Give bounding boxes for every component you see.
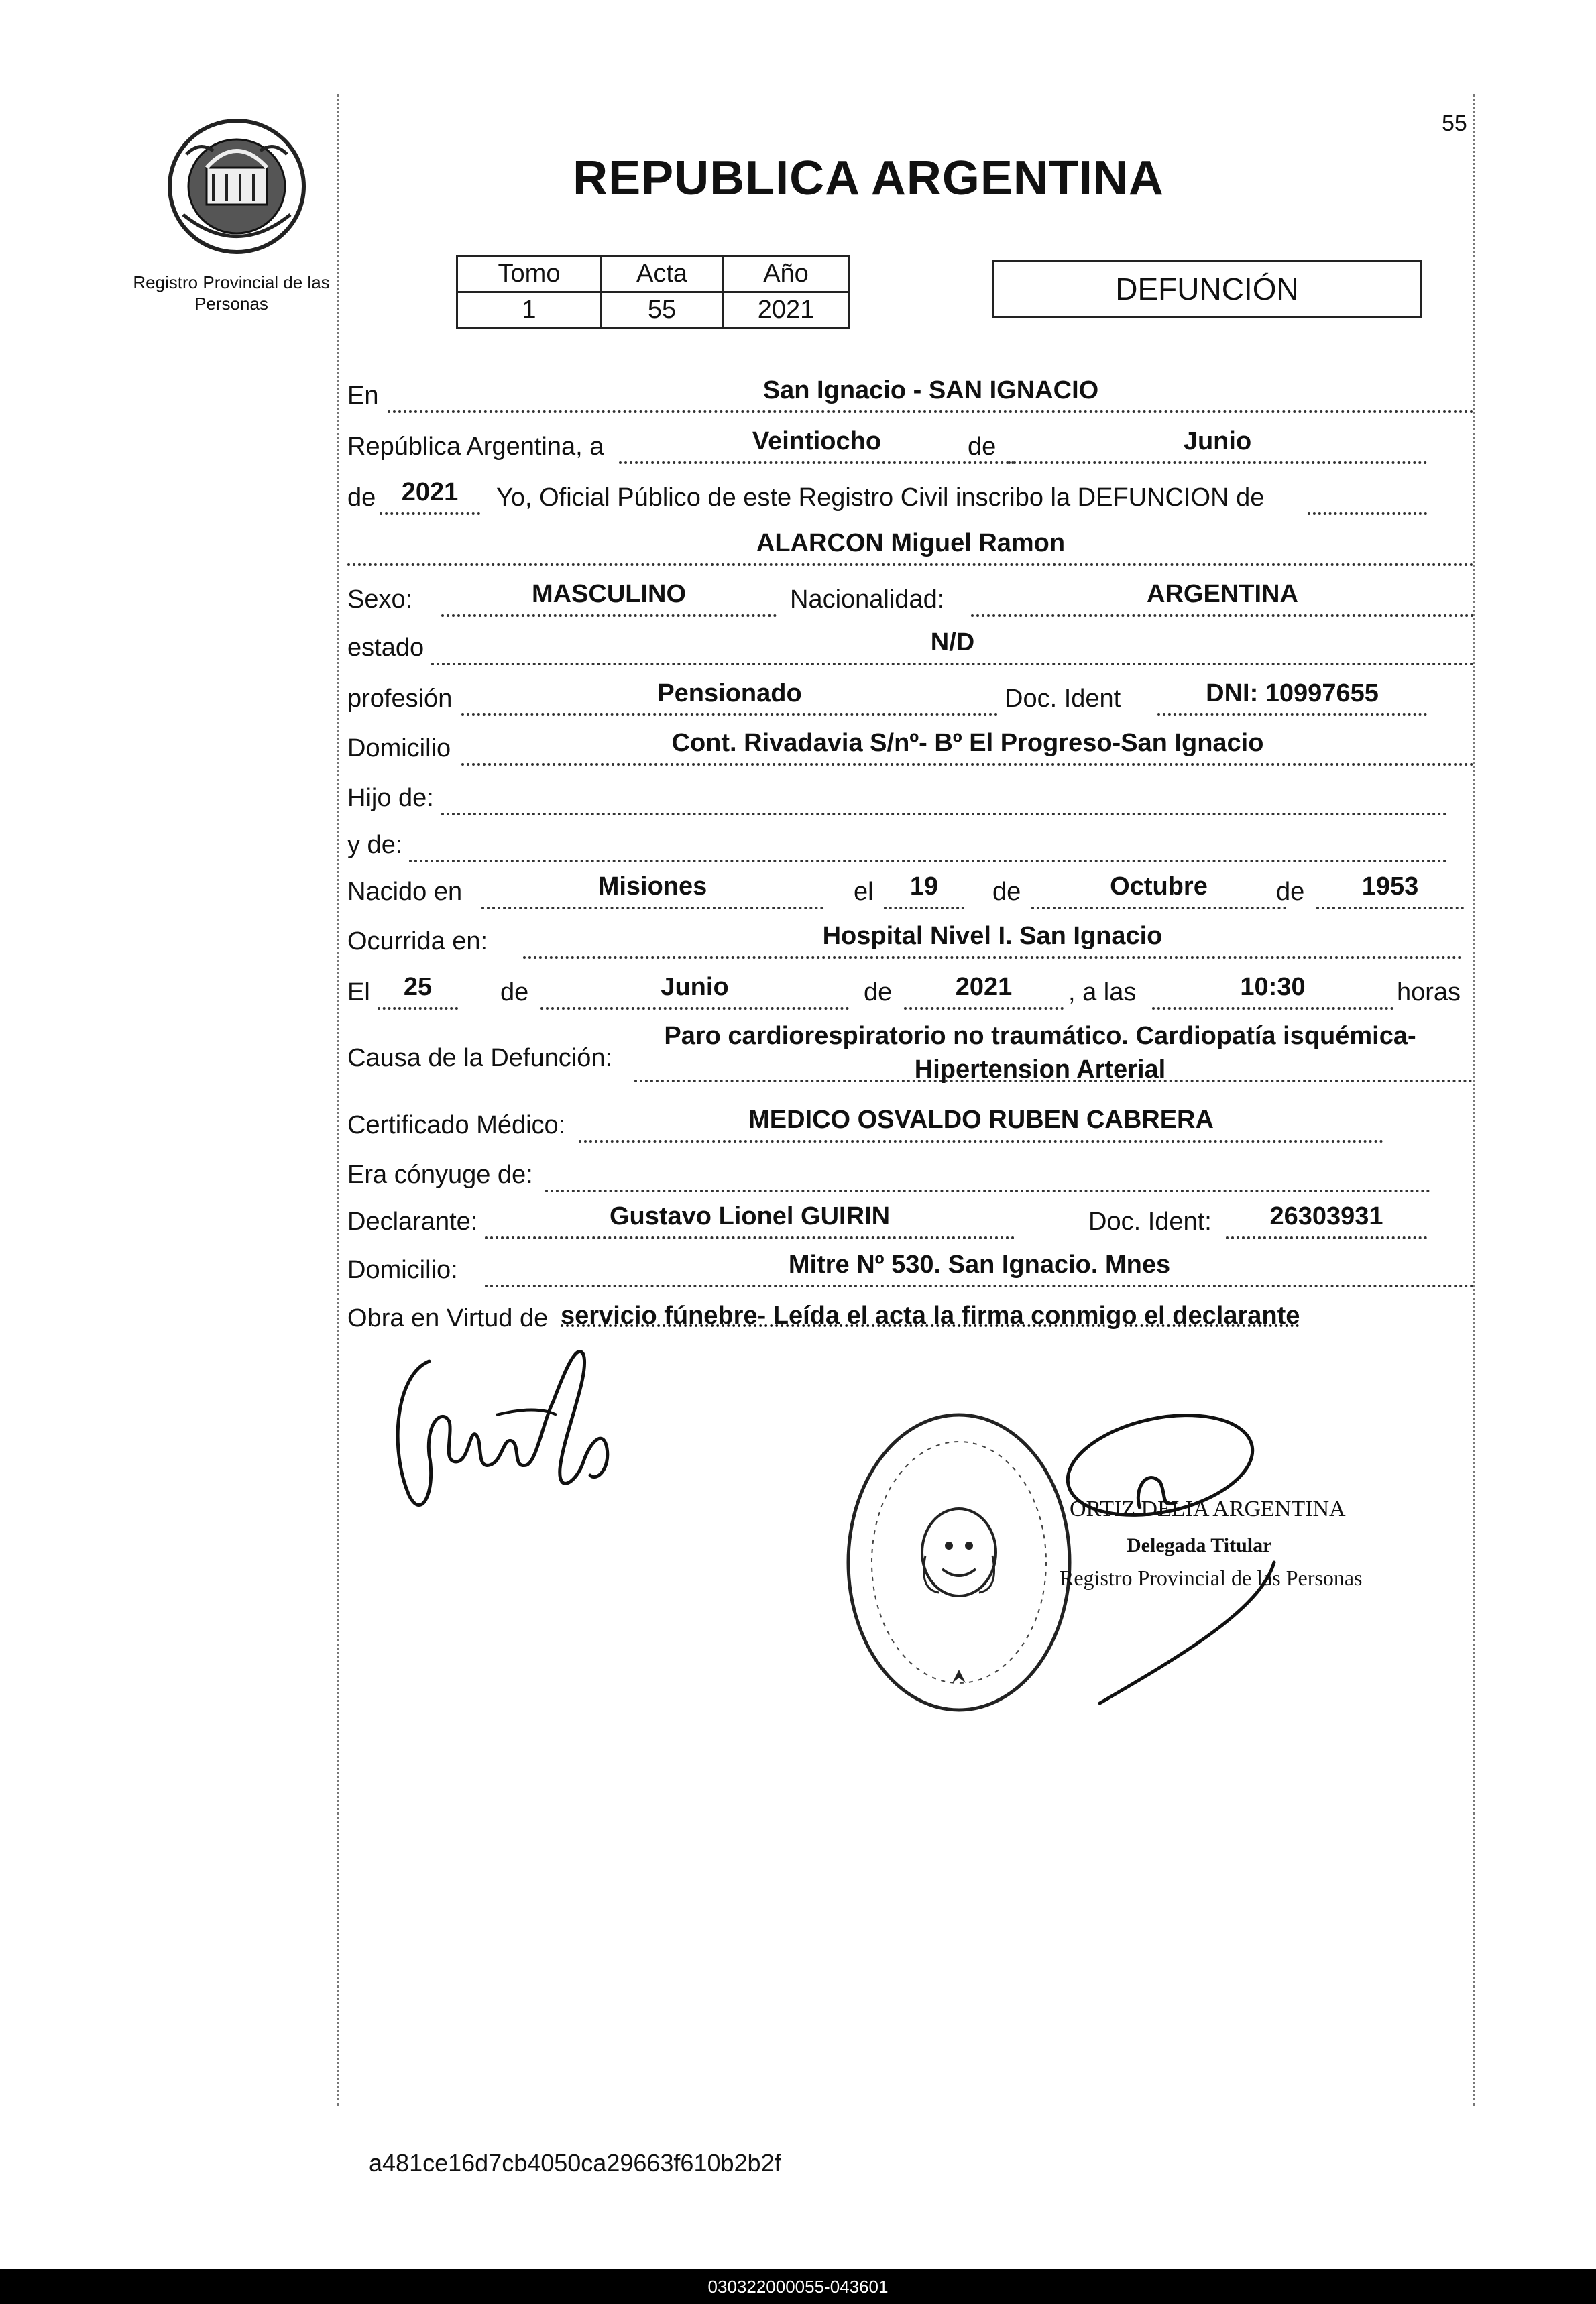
value-nationality: ARGENTINA: [1147, 580, 1298, 608]
label-y-de: y de:: [347, 831, 403, 859]
value-declarant-address: Mitre Nº 530. San Ignacio. Mnes: [788, 1251, 1171, 1279]
row-marital-status: [347, 628, 1474, 667]
label-el: el: [854, 878, 874, 906]
field-profession: [461, 679, 998, 716]
official-role: Delegada Titular: [1127, 1534, 1272, 1556]
field-medical-certificate: [579, 1105, 1383, 1143]
value-id-document: DNI: 10997655: [1206, 679, 1379, 707]
registry-value-acta: 55: [602, 292, 723, 329]
registry-value-ano: 2021: [723, 292, 850, 329]
field-declarant-address: [485, 1250, 1474, 1287]
registry-header-ano: Año: [723, 256, 850, 292]
label-en: En: [347, 382, 379, 410]
value-sex: MASCULINO: [531, 580, 687, 608]
registry-value-tomo: 1: [457, 292, 602, 329]
field-father: [441, 778, 1447, 815]
row-deceased-name: [347, 528, 1474, 567]
field-birth-year: [1316, 872, 1464, 909]
label-estado: estado: [347, 634, 424, 662]
value-death-day: 25: [403, 973, 433, 1001]
value-birth-month: Octubre: [1110, 872, 1208, 901]
registry-table: [456, 255, 850, 329]
label-conyuge: Era cónyuge de:: [347, 1161, 533, 1189]
field-death-time: [1152, 972, 1393, 1010]
label-hijo-de: Hijo de:: [347, 784, 434, 812]
label-nacionalidad: Nacionalidad:: [790, 585, 945, 614]
label-certificado: Certificado Médico:: [347, 1111, 566, 1139]
row-sex-nationality: [347, 579, 1474, 618]
field-id-document: [1157, 679, 1427, 716]
row-declarant: [347, 1202, 1474, 1241]
value-year: 2021: [401, 478, 459, 506]
page-title: REPUBLICA ARGENTINA: [573, 152, 1164, 205]
field-place: [388, 376, 1474, 413]
label-el-death: El: [347, 978, 370, 1006]
value-cause-line2: Hipertension Arterial: [914, 1055, 1166, 1084]
field-cause-line: [634, 1080, 1473, 1082]
label-doc-ident-declarant: Doc. Ident:: [1088, 1208, 1212, 1236]
official-organization: Registro Provincial de las Personas: [1060, 1566, 1363, 1590]
row-birth: [347, 872, 1474, 911]
official-name: ORTIZ DELIA ARGENTINA: [1070, 1497, 1346, 1521]
label-declarante: Declarante:: [347, 1208, 478, 1236]
label-horas: horas: [1397, 978, 1461, 1006]
row-declarant-address: [347, 1250, 1474, 1289]
label-de-month: de: [968, 433, 996, 461]
document-type-box: DEFUNCIÓN: [992, 260, 1422, 318]
label-de-birth-month: de: [992, 878, 1021, 906]
page-number: 55: [1442, 111, 1467, 136]
field-address: [461, 728, 1474, 766]
value-death-place: Hospital Nivel I. San Ignacio: [822, 922, 1163, 950]
declarant-signature: [376, 1334, 657, 1549]
field-mother: [409, 825, 1447, 862]
field-nationality: [971, 579, 1474, 617]
field-sex: [441, 579, 777, 617]
row-profession: [347, 679, 1474, 717]
value-marital-status: N/D: [930, 628, 975, 656]
field-intro-tail: [1308, 477, 1427, 515]
row-closing: [347, 1298, 1474, 1337]
label-obra: Obra en Virtud de: [347, 1304, 549, 1332]
field-deceased-name: [347, 528, 1474, 566]
official-signature: [1060, 1408, 1408, 1710]
field-death-month: [540, 972, 849, 1010]
value-closing: servicio fúnebre- Leída el acta la firma conmigo el declarante: [561, 1302, 1300, 1330]
field-spouse: [545, 1155, 1430, 1192]
value-declarant: Gustavo Lionel GUIRIN: [609, 1202, 891, 1230]
field-month: [1008, 426, 1427, 464]
row-place: [347, 376, 1474, 414]
field-year: [380, 477, 480, 515]
row-death-date: [347, 972, 1474, 1011]
label-causa: Causa de la Defunción:: [347, 1044, 613, 1072]
organization-name: Registro Provincial de las Personas: [133, 272, 330, 314]
official-stamp-seal: [838, 1401, 1080, 1723]
field-day: [619, 426, 1015, 464]
label-de-year: de: [347, 483, 376, 512]
row-father: [347, 778, 1474, 817]
intro-text: Yo, Oficial Público de este Registro Civil inscribo la DEFUNCION de: [496, 483, 1265, 512]
label-doc-ident: Doc. Ident: [1005, 685, 1121, 713]
label-a-las: , a las: [1068, 978, 1137, 1006]
field-death-year: [904, 972, 1064, 1010]
label-sexo: Sexo:: [347, 585, 413, 614]
label-de-death-year: de: [864, 978, 893, 1006]
row-date: [347, 426, 1474, 465]
label-de-birth-year: de: [1276, 878, 1305, 906]
value-birth-year: 1953: [1361, 872, 1419, 901]
value-place: San Ignacio - SAN IGNACIO: [762, 376, 1099, 404]
label-republica: República Argentina, a: [347, 433, 604, 461]
field-death-place: [523, 921, 1462, 959]
value-profession: Pensionado: [657, 679, 802, 707]
value-cause: [634, 1019, 1446, 1086]
value-birth-place: Misiones: [597, 872, 707, 901]
field-birth-month: [1031, 872, 1286, 909]
label-domicilio: Domicilio: [347, 734, 451, 762]
value-address: Cont. Rivadavia S/nº- Bº El Progreso-San Ignacio: [671, 729, 1264, 757]
label-profesion: profesión: [347, 685, 453, 713]
row-intro: [347, 477, 1474, 516]
field-death-day: [378, 972, 458, 1010]
value-birth-day: 19: [909, 872, 939, 901]
value-declarant-id: 26303931: [1269, 1202, 1383, 1230]
barcode-strip: 030322000055-043601: [0, 2269, 1596, 2304]
label-domicilio-declarant: Domicilio:: [347, 1256, 458, 1284]
row-medical-certificate: [347, 1105, 1474, 1144]
left-margin-line: [337, 94, 339, 2106]
value-month: Junio: [1183, 427, 1252, 455]
label-de-death-month: de: [500, 978, 529, 1006]
value-deceased-name: ALARCON Miguel Ramon: [756, 529, 1066, 557]
label-nacido-en: Nacido en: [347, 878, 463, 906]
registry-header-acta: Acta: [602, 256, 723, 292]
label-ocurrida-en: Ocurrida en:: [347, 927, 488, 956]
value-death-year: 2021: [955, 973, 1013, 1001]
row-death-place: [347, 921, 1474, 960]
province-seal-logo: [160, 114, 314, 258]
row-spouse: [347, 1155, 1474, 1194]
field-marital-status: [431, 628, 1474, 665]
document-hash: a481ce16d7cb4050ca29663f610b2b2f: [369, 2149, 781, 2177]
value-day: Veintiocho: [752, 427, 882, 455]
value-death-time: 10:30: [1240, 973, 1306, 1001]
field-closing: [561, 1301, 1300, 1336]
field-declarant: [485, 1202, 1015, 1239]
field-birth-place: [481, 872, 823, 909]
value-death-month: Junio: [661, 973, 729, 1001]
value-cause-line1: Paro cardiorespiratorio no traumático. Cardiopatía isquémica-: [664, 1022, 1416, 1050]
field-birth-day: [884, 872, 964, 909]
value-medical-certificate: MEDICO OSVALDO RUBEN CABRERA: [748, 1106, 1214, 1134]
row-address: [347, 728, 1474, 767]
row-mother: [347, 825, 1474, 864]
field-declarant-id: [1226, 1202, 1427, 1239]
registry-header-tomo: Tomo: [457, 256, 602, 292]
